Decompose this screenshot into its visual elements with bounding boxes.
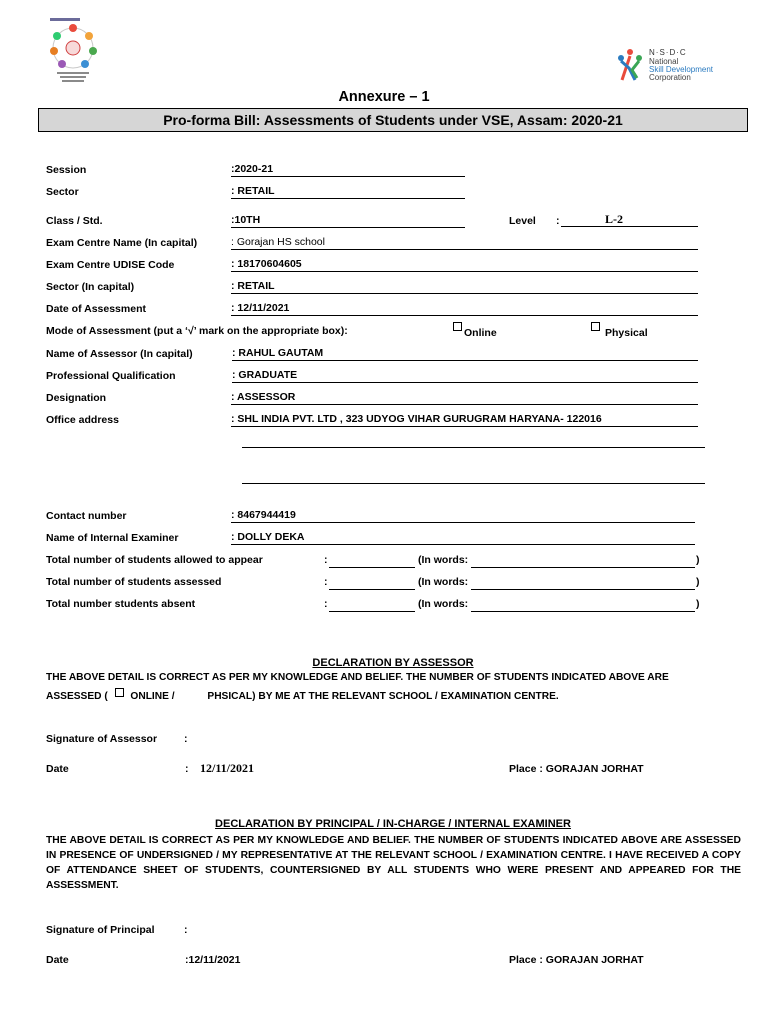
assessor-name-label: Name of Assessor (In capital) <box>46 348 193 360</box>
physical-label: Physical <box>605 327 648 339</box>
nsdc-logo <box>617 48 717 82</box>
internal-examiner-value: : DOLLY DEKA <box>231 531 695 545</box>
total-allowed-colon: : <box>324 554 328 566</box>
sector-value: : RETAIL <box>231 185 465 199</box>
principal-declaration-text: THE ABOVE DETAIL IS CORRECT AS PER MY KNOWLEDGE AND BELIEF. THE NUMBER OF STUDENTS INDICATED ABOVE ARE ASSESSED IN PRESENCE OF UNDERSIGNED / MY REPRESENTATIVE AT THE RELEVANT SCHOOL / EXAMINATION CENTRE. I HAVE RECEIVED A COPY OF ATTENDANCE SHEET OF STUDENTS, COUNTERSIGNED BY ALL STUDENTS WHO WERE PRESENT AND APPEARED FOR THE ASSESSMENT. <box>46 835 741 891</box>
total-assessed-close: ) <box>696 576 700 588</box>
internal-examiner-label: Name of Internal Examiner <box>46 532 179 544</box>
online-decl-label: ONLINE / <box>130 691 175 702</box>
session-value: :2020-21 <box>231 163 465 177</box>
principal-place: Place : GORAJAN JORHAT <box>509 954 644 966</box>
total-absent-words-blank <box>471 610 695 612</box>
centre-name-value: : Gorajan HS school <box>231 236 698 250</box>
level-colon: : <box>556 215 560 227</box>
assessor-date-value: 12/11/2021 <box>200 761 255 775</box>
office-address-label: Office address <box>46 414 119 426</box>
total-absent-label: Total number students absent <box>46 598 196 610</box>
total-absent-in-words: (In words: <box>418 598 469 610</box>
sector-capital-label: Sector (In capital) <box>46 281 135 293</box>
assessor-signature-colon: : <box>184 733 188 745</box>
total-absent-colon: : <box>324 598 328 610</box>
principal-date-label: Date <box>46 954 69 966</box>
total-allowed-label: Total number of students allowed to appear <box>46 554 263 566</box>
assessed-text: ASSESSED ( <box>46 691 108 702</box>
level-value: L-2 <box>561 213 698 227</box>
assessment-date-label: Date of Assessment <box>46 303 146 315</box>
mode-online-option[interactable] <box>453 322 497 339</box>
online-checkbox[interactable] <box>453 322 462 331</box>
centre-name-label: Exam Centre Name (In capital) <box>46 237 198 249</box>
session-label: Session <box>46 164 87 176</box>
mode-physical-option[interactable] <box>591 322 648 339</box>
nsdc-name-line1: National <box>649 57 679 66</box>
class-label: Class / Std. <box>46 215 103 227</box>
udise-value: : 18170604605 <box>231 258 698 272</box>
contact-label: Contact number <box>46 510 127 522</box>
physical-decl-text: PHSICAL) BY ME AT THE RELEVANT SCHOOL / EXAMINATION CENTRE. <box>207 691 559 702</box>
assessment-date-value: : 12/11/2021 <box>231 302 698 316</box>
total-allowed-close: ) <box>696 554 700 566</box>
sector-capital-value: : RETAIL <box>231 280 698 294</box>
assessor-name-value: : RAHUL GAUTAM <box>232 347 698 361</box>
total-absent-close: ) <box>696 598 700 610</box>
annexure-heading: Annexure – 1 <box>338 89 430 105</box>
total-assessed-colon: : <box>324 576 328 588</box>
total-allowed-blank <box>329 566 415 568</box>
designation-label: Designation <box>46 392 107 404</box>
sector-label: Sector <box>46 186 79 198</box>
scheme-logo <box>42 17 104 83</box>
principal-date-value: :12/11/2021 <box>185 954 241 966</box>
assessor-signature-label: Signature of Assessor <box>46 733 158 745</box>
mode-label: Mode of Assessment (put a ‘√’ mark on the appropriate box): <box>46 325 348 337</box>
qualification-value: : GRADUATE <box>232 369 698 383</box>
udise-label: Exam Centre UDISE Code <box>46 259 175 271</box>
office-address-value: : SHL INDIA PVT. LTD , 323 UDYOG VIHAR GURUGRAM HARYANA- 122016 <box>231 413 698 427</box>
designation-value: : ASSESSOR <box>231 391 698 405</box>
physical-checkbox[interactable] <box>591 322 600 331</box>
total-assessed-words-blank <box>471 588 695 590</box>
level-label: Level <box>509 215 536 227</box>
total-assessed-label: Total number of students assessed <box>46 576 222 588</box>
assessor-date-colon: : <box>185 763 189 775</box>
assessor-declaration-line1: THE ABOVE DETAIL IS CORRECT AS PER MY KNOWLEDGE AND BELIEF. THE NUMBER OF STUDENTS INDICATED ABOVE ARE <box>46 672 669 683</box>
nsdc-name-line3: Corporation <box>649 73 691 82</box>
address-blank-line-2 <box>242 446 705 448</box>
total-absent-blank <box>329 610 415 612</box>
total-allowed-in-words: (In words: <box>418 554 469 566</box>
address-blank-line-3 <box>242 482 705 484</box>
principal-declaration-heading: DECLARATION BY PRINCIPAL / IN-CHARGE / INTERNAL EXAMINER <box>215 818 571 830</box>
online-label: Online <box>464 327 497 339</box>
total-assessed-blank <box>329 588 415 590</box>
principal-signature-colon: : <box>184 924 188 936</box>
qualification-label: Professional Qualification <box>46 370 176 382</box>
online-decl-checkbox[interactable] <box>115 688 124 697</box>
assessor-declaration-heading: DECLARATION BY ASSESSOR <box>312 657 474 669</box>
contact-value: : 8467944419 <box>231 509 695 523</box>
assessor-declaration-line2 <box>46 688 559 702</box>
total-allowed-words-blank <box>471 566 695 568</box>
document-title: Pro-forma Bill: Assessments of Students under VSE, Assam: 2020-21 <box>38 108 748 132</box>
total-assessed-in-words: (In words: <box>418 576 469 588</box>
nsdc-abbrev: N·S·D·C <box>649 48 687 57</box>
nsdc-name-line2: Skill Development <box>649 65 714 74</box>
assessor-place: Place : GORAJAN JORHAT <box>509 763 644 775</box>
principal-signature-label: Signature of Principal <box>46 924 155 936</box>
class-value: :10TH <box>231 214 465 228</box>
assessor-date-label: Date <box>46 763 69 775</box>
